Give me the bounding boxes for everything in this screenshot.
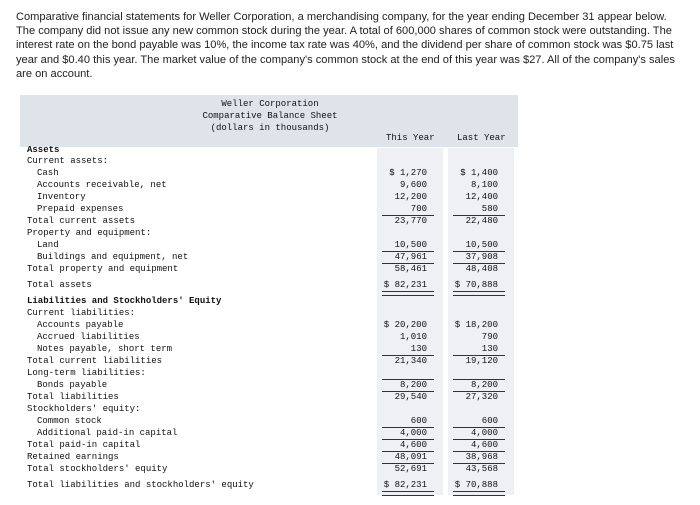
row-value-this-year: $ 82,231 bbox=[383, 480, 427, 490]
underline bbox=[453, 355, 505, 356]
row-value-this-year: 600 bbox=[410, 416, 427, 426]
underline bbox=[382, 379, 434, 380]
underline bbox=[453, 391, 505, 392]
row-value-this-year: 1,010 bbox=[399, 332, 427, 342]
underline bbox=[453, 451, 505, 452]
row-value-last-year: $ 18,200 bbox=[454, 320, 498, 330]
row-label: Current liabilities: bbox=[27, 308, 136, 318]
row-label: Total assets bbox=[27, 280, 92, 290]
row-label: Total stockholders' equity bbox=[27, 464, 168, 474]
row-label: Total paid-in capital bbox=[27, 440, 141, 450]
underline bbox=[382, 263, 434, 264]
row-label: Accrued liabilities bbox=[37, 332, 140, 342]
underline bbox=[382, 391, 434, 392]
sheet-title bbox=[170, 98, 370, 134]
row-label: Buildings and equipment, net bbox=[37, 252, 189, 262]
row-value-this-year: $ 82,231 bbox=[383, 280, 427, 290]
row-value-last-year: 790 bbox=[481, 332, 498, 342]
row-value-this-year: 58,461 bbox=[394, 264, 427, 274]
row-label: Cash bbox=[37, 168, 59, 178]
underline bbox=[453, 439, 505, 440]
row-value-last-year: 10,500 bbox=[465, 240, 498, 250]
row-value-last-year: 8,200 bbox=[470, 380, 498, 390]
double-underline bbox=[382, 291, 434, 296]
underline bbox=[382, 451, 434, 452]
balance-sheet bbox=[20, 95, 518, 495]
row-label: Stockholders' equity: bbox=[27, 404, 141, 414]
row-value-this-year: 8,200 bbox=[399, 380, 427, 390]
row-value-this-year: 52,691 bbox=[394, 464, 427, 474]
row-value-this-year: 9,600 bbox=[399, 180, 427, 190]
row-value-last-year: 4,000 bbox=[470, 428, 498, 438]
row-value-last-year: 580 bbox=[481, 204, 498, 214]
row-label: Total liabilities bbox=[27, 392, 119, 402]
row-value-this-year: $ 1,270 bbox=[389, 168, 427, 178]
underline bbox=[382, 251, 434, 252]
row-value-last-year: 48,408 bbox=[465, 264, 498, 274]
row-value-this-year: 130 bbox=[410, 344, 427, 354]
company-name: Weller Corporation bbox=[221, 99, 319, 109]
row-value-this-year: $ 20,200 bbox=[383, 320, 427, 330]
row-label: Property and equipment: bbox=[27, 228, 152, 238]
underline bbox=[382, 355, 434, 356]
row-label: Total property and equipment bbox=[27, 264, 179, 274]
row-value-last-year: 38,968 bbox=[465, 452, 498, 462]
units-note: (dollars in thousands) bbox=[210, 123, 330, 133]
row-value-last-year: 22,480 bbox=[465, 216, 498, 226]
double-underline bbox=[453, 291, 505, 296]
row-value-this-year: 4,600 bbox=[399, 440, 427, 450]
underline bbox=[382, 427, 434, 428]
underline bbox=[382, 215, 434, 216]
row-value-this-year: 23,770 bbox=[394, 216, 427, 226]
double-underline bbox=[453, 491, 505, 496]
row-value-this-year: 700 bbox=[410, 204, 427, 214]
underline bbox=[382, 463, 434, 464]
row-label: Accounts receivable, net bbox=[37, 180, 167, 190]
row-value-last-year: 4,600 bbox=[470, 440, 498, 450]
column-header-last-year: Last Year bbox=[457, 133, 506, 143]
double-underline bbox=[382, 491, 434, 496]
row-label: Bonds payable bbox=[37, 380, 108, 390]
row-value-this-year: 12,200 bbox=[394, 192, 427, 202]
underline bbox=[453, 263, 505, 264]
underline bbox=[453, 379, 505, 380]
row-value-this-year: 29,540 bbox=[394, 392, 427, 402]
row-value-this-year: 4,000 bbox=[399, 428, 427, 438]
row-value-this-year: 21,340 bbox=[394, 356, 427, 366]
row-value-last-year: 600 bbox=[481, 416, 498, 426]
underline bbox=[453, 251, 505, 252]
underline bbox=[453, 215, 505, 216]
statement-name: Comparative Balance Sheet bbox=[202, 111, 338, 121]
row-label: Common stock bbox=[37, 416, 102, 426]
row-value-last-year: 8,100 bbox=[470, 180, 498, 190]
row-label: Total current liabilities bbox=[27, 356, 163, 366]
row-value-last-year: $ 70,888 bbox=[454, 280, 498, 290]
underline bbox=[382, 439, 434, 440]
row-value-last-year: $ 70,888 bbox=[454, 480, 498, 490]
row-value-last-year: 37,908 bbox=[465, 252, 498, 262]
row-label: Long-term liabilities: bbox=[27, 368, 146, 378]
row-value-this-year: 10,500 bbox=[394, 240, 427, 250]
row-label: Notes payable, short term bbox=[37, 344, 173, 354]
row-label: Prepaid expenses bbox=[37, 204, 124, 214]
underline bbox=[453, 427, 505, 428]
row-label: Total liabilities and stockholders' equity bbox=[27, 480, 254, 490]
row-value-last-year: 12,400 bbox=[465, 192, 498, 202]
row-label: Total current assets bbox=[27, 216, 136, 226]
row-value-last-year: 19,120 bbox=[465, 356, 498, 366]
row-value-last-year: 43,568 bbox=[465, 464, 498, 474]
row-label: Additional paid-in capital bbox=[37, 428, 178, 438]
underline bbox=[453, 463, 505, 464]
row-label: Current assets: bbox=[27, 156, 109, 166]
row-value-last-year: 130 bbox=[481, 344, 498, 354]
problem-intro-text: Comparative financial statements for Weller Corporation, a merchandising company, for the year ending December 31 appear below. The company did not issue any new common stock during the year. A total of 600,000 shares of common stock were outstanding. The interest rate on the bond payable was 10%, the income tax rate was 40%, and the dividend per share of common stock was $0.75 last year and $0.40 this year. The market value of the company's common stock at the end of this year was $27. All of the company's sales are on account. bbox=[16, 11, 675, 80]
row-value-last-year: $ 1,400 bbox=[460, 168, 498, 178]
row-value-last-year: 27,320 bbox=[465, 392, 498, 402]
row-label: Accounts payable bbox=[37, 320, 124, 330]
row-label: Inventory bbox=[37, 192, 86, 202]
row-value-this-year: 48,091 bbox=[394, 452, 427, 462]
column-header-this-year: This Year bbox=[386, 133, 435, 143]
row-label: Assets bbox=[27, 145, 60, 155]
row-label: Liabilities and Stockholders' Equity bbox=[27, 296, 222, 306]
row-label: Retained earnings bbox=[27, 452, 119, 462]
row-value-this-year: 47,961 bbox=[394, 252, 427, 262]
row-label: Land bbox=[37, 240, 59, 250]
